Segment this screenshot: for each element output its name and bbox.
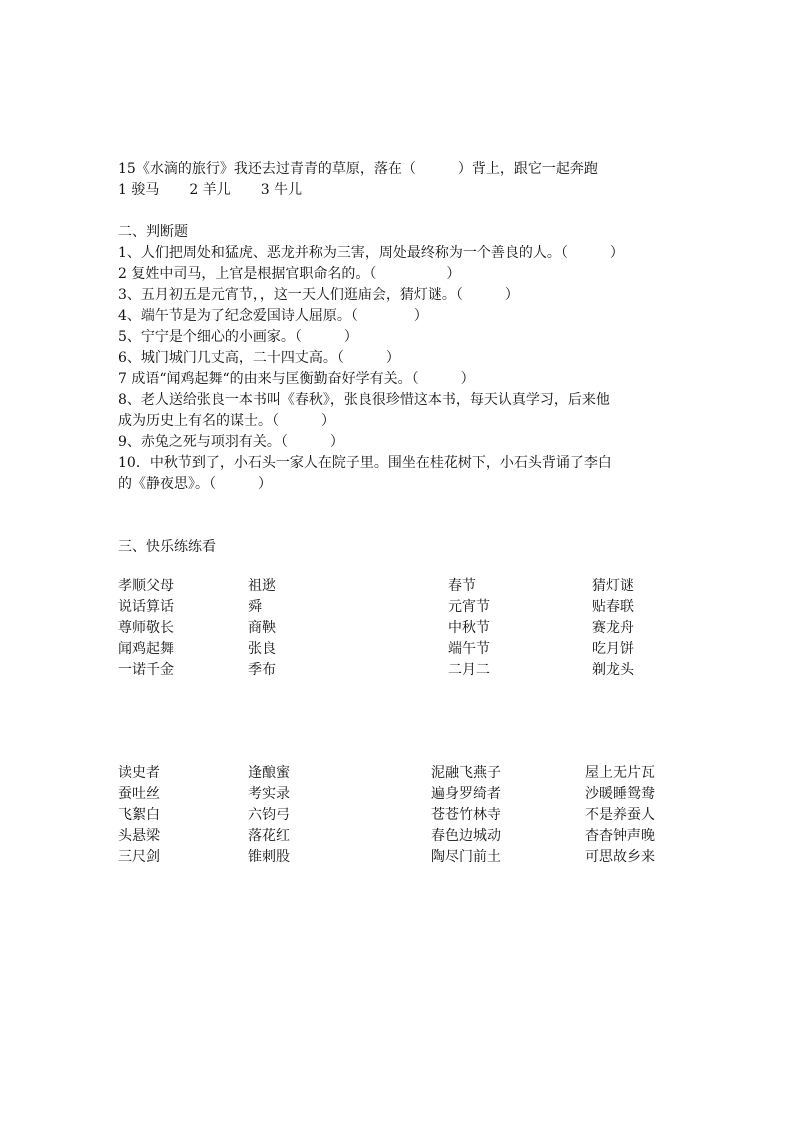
match-cell: 春节 [448, 578, 476, 594]
match-cell: 说话算话 [118, 599, 174, 615]
judge-item-3: 3、五月初五是元宵节，，这一天人们逛庙会，猜灯谜。（ ） [118, 287, 519, 303]
option-3: 3 牛儿 [260, 182, 303, 198]
match-cell: 贴春联 [592, 599, 634, 615]
match-cell: 一诺千金 [118, 662, 174, 678]
match-cell: 剃龙头 [592, 662, 634, 678]
judge-item-8-line2: 成为历史上有名的谋士。（ ） [118, 413, 335, 429]
match-cell: 孝顺父母 [118, 578, 174, 594]
judge-item-6: 6、城门城门几丈高，二十四丈高。（ ） [118, 350, 400, 366]
match-cell: 中秋节 [448, 620, 490, 636]
match-cell: 张良 [248, 641, 276, 657]
option-1: 1 骏马 [118, 182, 160, 198]
match-cell: 可思故乡来 [585, 849, 655, 865]
match-cell: 头悬梁 [118, 828, 160, 844]
match-cell: 季布 [248, 662, 276, 678]
question-15-stem: 15《水滴的旅行》我还去过青青的草原，落在（ ）背上，跟它一起奔跑 [118, 161, 598, 177]
match-cell: 六钧弓 [248, 807, 290, 823]
match-cell: 祖逖 [248, 578, 276, 594]
match-cell: 考实录 [248, 786, 290, 802]
match-cell: 遍身罗绮者 [431, 786, 501, 802]
section-3-title: 三、快乐练练看 [118, 539, 216, 555]
match-cell: 飞絮白 [118, 807, 160, 823]
match-cell: 锥刺股 [248, 849, 290, 865]
judge-item-5: 5、宁宁是个细心的小画家。（ ） [118, 329, 358, 345]
judge-item-2: 2 复姓中司马，上官是根据官职命名的。（ ） [118, 266, 461, 282]
match-cell: 吃月饼 [592, 641, 634, 657]
match-cell: 商鞅 [248, 620, 276, 636]
match-cell: 舜 [248, 599, 262, 615]
match-cell: 元宵节 [448, 599, 490, 615]
match-cell: 苍苍竹林寺 [431, 807, 501, 823]
match-cell: 陶尽门前土 [431, 849, 501, 865]
judge-item-10-line2: 的《静夜思》。（ ） [118, 476, 272, 492]
judge-item-10-line1: 10．中秋节到了，小石头一家人在院子里。围坐在桂花树下，小石头背诵了李白 [118, 455, 612, 471]
question-15-options [118, 180, 302, 201]
match-cell: 尊师敬长 [118, 620, 174, 636]
match-cell: 泥融飞燕子 [431, 765, 501, 781]
option-2: 2 羊儿 [189, 182, 231, 198]
judge-item-4: 4、端午节是为了纪念爱国诗人屈原。（ ） [118, 308, 428, 324]
match-cell: 不是养蚕人 [585, 807, 655, 823]
section-2-title: 二、判断题 [118, 224, 188, 240]
match-cell: 蚕吐丝 [118, 786, 160, 802]
match-cell: 逢酿蜜 [248, 765, 290, 781]
match-cell: 沙暖睡鸳鸯 [585, 786, 655, 802]
match-cell: 二月二 [448, 662, 490, 678]
judge-item-8-line1: 8、老人送给张良一本书叫《春秋》，张良很珍惜这本书，每天认真学习，后来他 [118, 392, 610, 408]
match-cell: 杳杳钟声晚 [585, 828, 655, 844]
match-cell: 赛龙舟 [592, 620, 634, 636]
match-cell: 春色边城动 [431, 828, 501, 844]
match-cell: 闻鸡起舞 [118, 641, 174, 657]
match-cell: 猜灯谜 [592, 578, 634, 594]
match-cell: 读史者 [118, 765, 160, 781]
match-cell: 端午节 [448, 641, 490, 657]
match-cell: 落花红 [248, 828, 290, 844]
judge-item-1: 1、人们把周处和猛虎、恶龙并称为三害，周处最终称为一个善良的人。（ ） [118, 245, 624, 261]
match-cell: 屋上无片瓦 [585, 765, 655, 781]
judge-item-7: 7 成语“闻鸡起舞“的由来与匡衡勤奋好学有关。（ ） [118, 371, 475, 387]
judge-item-9: 9、赤兔之死与项羽有关。（ ） [118, 434, 344, 450]
match-cell: 三尺剑 [118, 849, 160, 865]
